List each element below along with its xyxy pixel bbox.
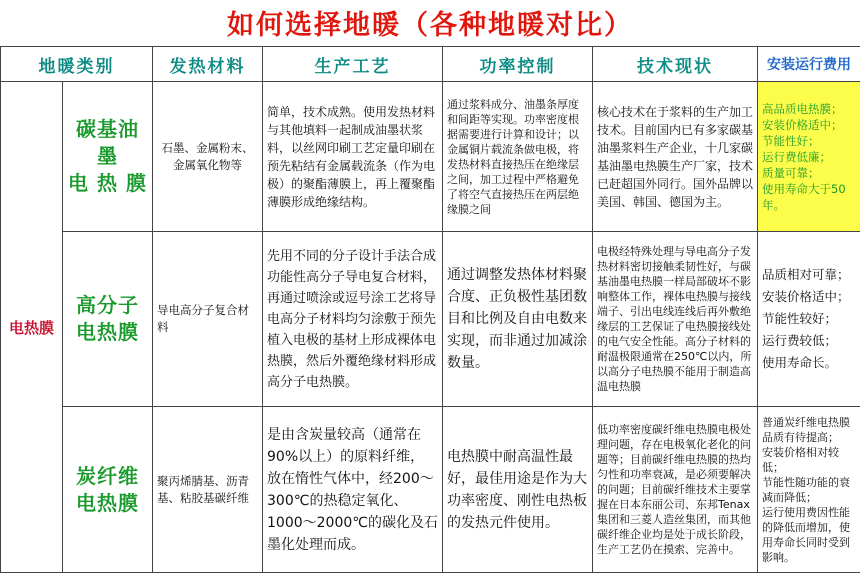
group-label: 电热膜 xyxy=(1,82,63,573)
header-category: 地暖类别 xyxy=(1,47,153,82)
row-cost xyxy=(758,407,860,573)
row-name-text: 炭纤维 电热膜 xyxy=(76,464,139,515)
row-power: 电热膜中耐高温性最好，最佳用途是作为大功率密度、刚性电热板的发热元件使用。 xyxy=(443,407,593,573)
row-process: 先用不同的分子设计手法合成功能性高分子导电复合材料，再通过喷涂或逗号涂工艺将导电高分子材料均匀涂敷于预先植入电极的基材上形成裸体电热膜，然后外覆绝缘材料形成高分子电热膜。 xyxy=(263,232,443,407)
row-name-text: 碳基油墨 电 热 膜 xyxy=(68,117,147,195)
row-process: 是由含炭量较高（通常在90%以上）的原料纤维，放在惰性气体中，经200～300℃的热稳定氧化、1000～2000℃的碳化及石墨化处理而成。 xyxy=(263,407,443,573)
row-power: 通过浆料成分、油墨条厚度和间距等实现。功率密度根据需要进行计算和设计；以金属铜片载流条做电极，将发热材料直接热压在绝缘层之间，加工过程中严格避免了将空气直接热压在两层绝缘膜之间 xyxy=(443,82,593,232)
header-material: 发热材料 xyxy=(153,47,263,82)
row-name xyxy=(63,407,153,573)
comparison-table xyxy=(0,46,860,573)
row-status: 低功率密度碳纤维电热膜电极处理问题，存在电极氧化老化的问题等；目前碳纤维电热膜的热均匀性和功率衰减，是必须要解决的问题；目前碳纤维技术主要掌握在日本东丽公司、东邦Tenax集团和三菱人造丝集团，而其他碳纤维企业均是处于成长阶段，生产工艺仍在摸索、完善中。 xyxy=(593,407,758,573)
row-material: 聚丙烯腈基、沥青基、粘胶基碳纤维 xyxy=(153,407,263,573)
row-process: 简单，技术成熟。使用发热材料与其他填料一起制成油墨状浆料，以丝网印刷工艺定量印刷在预先粘结有金属载流条（作为电极）的聚酯薄膜上，再上覆聚酯薄膜形成绝缘结构。 xyxy=(263,82,443,232)
row-cost xyxy=(758,232,860,407)
table-row xyxy=(1,82,860,232)
row-name xyxy=(63,82,153,232)
row-cost-text: 高品质电热膜； 安装价格适中； 节能性好； 运行费低廉； 质量可靠； 使用寿命大于50年。 xyxy=(762,102,846,212)
header-row xyxy=(1,47,860,82)
row-material: 导电高分子复合材料 xyxy=(153,232,263,407)
header-power: 功率控制 xyxy=(443,47,593,82)
row-power: 通过调整发热体材料聚合度、正负极性基团数目和比例及自由电数来实现，而非通过加减涂数量。 xyxy=(443,232,593,407)
header-process: 生产工艺 xyxy=(263,47,443,82)
table-row xyxy=(1,407,860,573)
row-material: 石墨、金属粉末、金属氧化物等 xyxy=(153,82,263,232)
row-status: 核心技术在于浆料的生产加工技术。目前国内已有多家碳基油墨浆料生产企业，十几家碳基油墨电热膜生产厂家，技术已赶超国外同行。国外品牌以美国、韩国、德国为主。 xyxy=(593,82,758,232)
row-status: 电极经特殊处理与导电高分子发热材料密切接触柔韧性好，与碳基油墨电热膜一样局部破坏不影响整体工作，裸体电热膜与接线端子、引出电线连线后再外敷绝缘层的工艺保证了电热膜接线处的电气安全性能。高分子材料的耐温极限通常在250℃以内，所以高分子电热膜不能用于制造高温电热膜 xyxy=(593,232,758,407)
row-cost-text: 品质相对可靠； 安装价格适中； 节能性较好； 运行费较低； 使用寿命长。 xyxy=(762,267,850,370)
row-cost xyxy=(758,82,860,232)
header-cost: 安装运行费用 xyxy=(758,47,860,82)
row-name-text: 高分子 电热膜 xyxy=(76,293,139,344)
table-row xyxy=(1,232,860,407)
header-status: 技术现状 xyxy=(593,47,758,82)
row-name xyxy=(63,232,153,407)
row-cost-text: 普通炭纤维电热膜品质有待提高； 安装价格相对较低； 节能性随功能的衰减而降低； 运行使用费因性能的降低而增加，使用寿命长同时受到影响。 xyxy=(762,416,850,564)
page-title: 如何选择地暖（各种地暖对比） xyxy=(0,0,860,44)
